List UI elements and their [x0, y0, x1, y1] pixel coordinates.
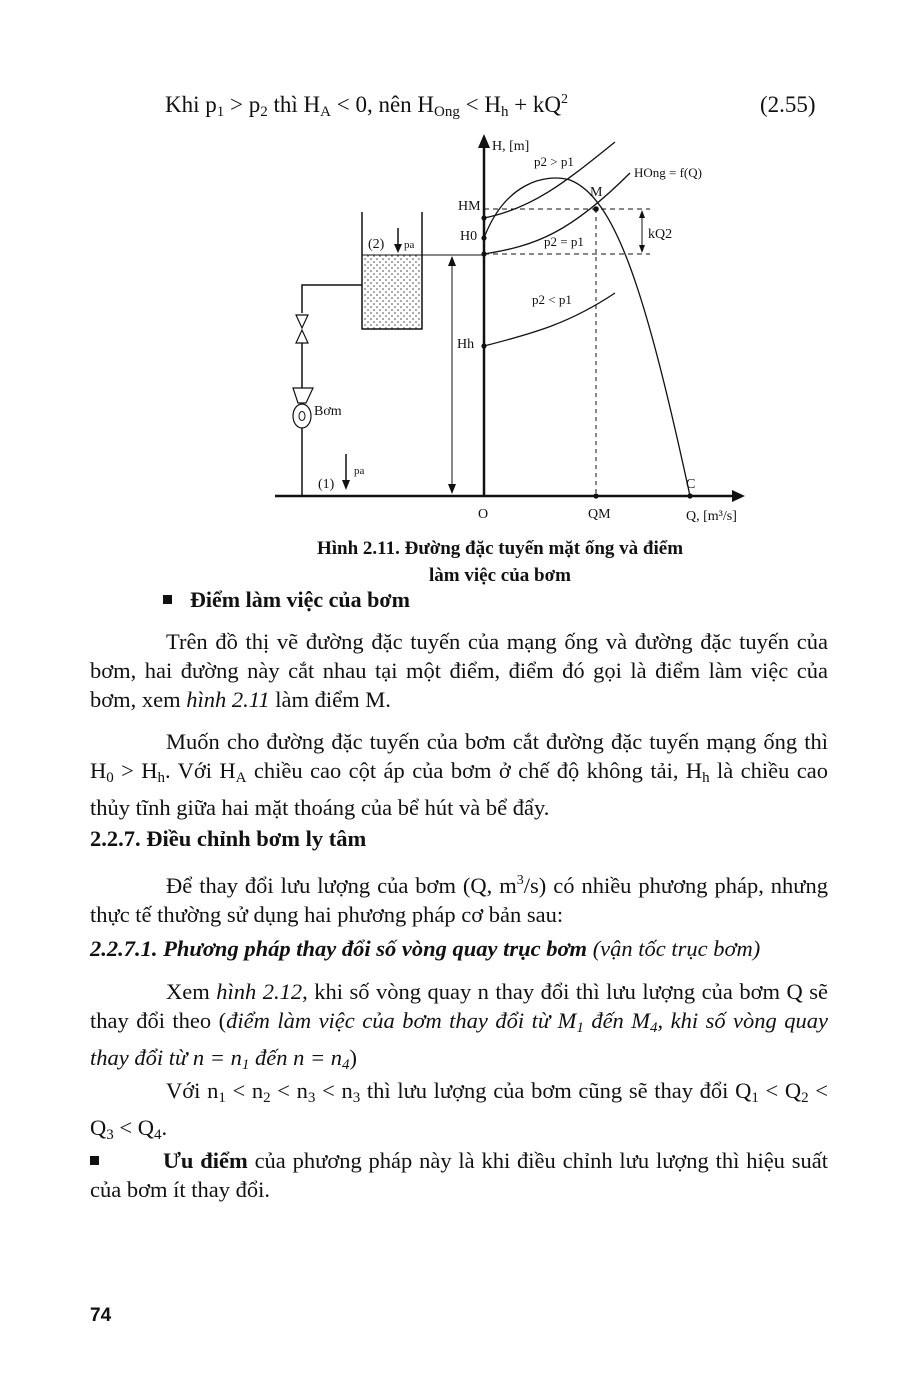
paragraph-1: Trên đồ thị vẽ đường đặc tuyến của mạng ống và đường đặc tuyến của bơm, hai đường này cắt nhau tại một điểm, điểm đó gọi là điểm làm việc của bơm, xem hình 2.11 làm điểm M.	[90, 629, 828, 712]
pa-bottom-label: pa	[354, 465, 365, 477]
operating-point-m	[593, 206, 599, 212]
paragraph-2: Muốn cho đường đặc tuyến của bơm cắt đường đặc tuyến mạng ống thì $H_0 > H_h$. Với $H_A$ chiều cao cột áp của bơm ở chế độ không tải, $H_h$ là chiều cao thủy tĩnh giữa hai mặt thoáng của bể hút và bể đẩy.	[90, 729, 828, 820]
c-label: C	[686, 477, 696, 492]
y-axis-label: H, [m]	[492, 139, 530, 154]
hong-label: HOng = f(Q)	[634, 165, 702, 180]
pump-characteristic-figure	[270, 128, 760, 528]
kq2-label: kQ2	[648, 227, 673, 242]
equation-number: (2.55)	[760, 92, 816, 117]
origin-label: O	[478, 507, 489, 522]
heading-2-2-7: 2.2.7. Điều chỉnh bơm ly tâm	[90, 826, 367, 851]
p2-eq-p1-label: p2 = p1	[544, 234, 584, 249]
qm-label: QM	[588, 507, 611, 522]
x-axis-arrow	[732, 490, 745, 502]
m-label: M	[590, 185, 603, 200]
sump-label: (1)	[318, 477, 335, 492]
h0-label: H0	[460, 229, 478, 244]
upper-tank-fluid	[362, 255, 422, 329]
hm-label: HM	[458, 199, 481, 214]
pa-top-label: pa	[404, 239, 415, 251]
pump-icon	[293, 388, 313, 403]
x-axis-label: Q, [m³/s]	[686, 509, 737, 524]
page-number: 74	[90, 1305, 112, 1326]
y-axis-arrow	[478, 134, 490, 148]
valve-icon	[296, 315, 308, 328]
heading-2-2-7-1: 2.2.7.1. Phương pháp thay đổi số vòng quay trục bơm (vận tốc trục bơm)	[90, 936, 761, 961]
tank-label: (2)	[368, 237, 385, 252]
bullet-icon	[163, 595, 172, 604]
bullet-heading: Điểm làm việc của bơm	[163, 587, 410, 613]
paragraph-3: Để thay đổi lưu lượng của bơm (Q, $m^3/s$) có nhiều phương pháp, nhưng thực tế thường sử dụng hai phương pháp cơ bản sau:	[90, 873, 828, 927]
equation-2-55: Khi $p_1 > p_2$ thì $H_A < 0$, nên $H_{Ong} < H_h + kQ^2$	[165, 92, 569, 120]
pump-curve	[484, 178, 690, 496]
figure-caption-line1: Hình 2.11. Đường đặc tuyến mặt ống và điểm	[316, 538, 684, 559]
bullet-icon	[90, 1156, 99, 1165]
p2-gt-p1-label: p2 > p1	[534, 154, 574, 169]
paragraph-5: Với $n_1 < n_2 < n_3 < n_3$ thì lưu lượng của bơm cũng sẽ thay đổi $Q_1 < Q_2 < Q_3 < Q_4$.	[90, 1078, 828, 1143]
hh-label: Hh	[457, 337, 475, 352]
p2-lt-p1-label: p2 < p1	[532, 292, 572, 307]
figure-caption-line2: làm việc của bơm	[429, 565, 571, 586]
paragraph-4: Xem hình 2.12, khi số vòng quay n thay đổi thì lưu lượng của bơm Q sẽ thay đổi theo (điểm làm việc của bơm thay đổi từ $M_1$ đến $M_4$, khi số vòng quay thay đổi từ $n = n_1$ đến $n = n_4$)	[90, 979, 828, 1073]
paragraph-6: Ưu điểm của phương pháp này là khi điều chỉnh lưu lượng thì hiệu suất của bơm ít thay đổi.	[90, 1148, 829, 1202]
pump-label: Bơm	[314, 404, 342, 419]
discharge-pipe	[302, 285, 362, 313]
